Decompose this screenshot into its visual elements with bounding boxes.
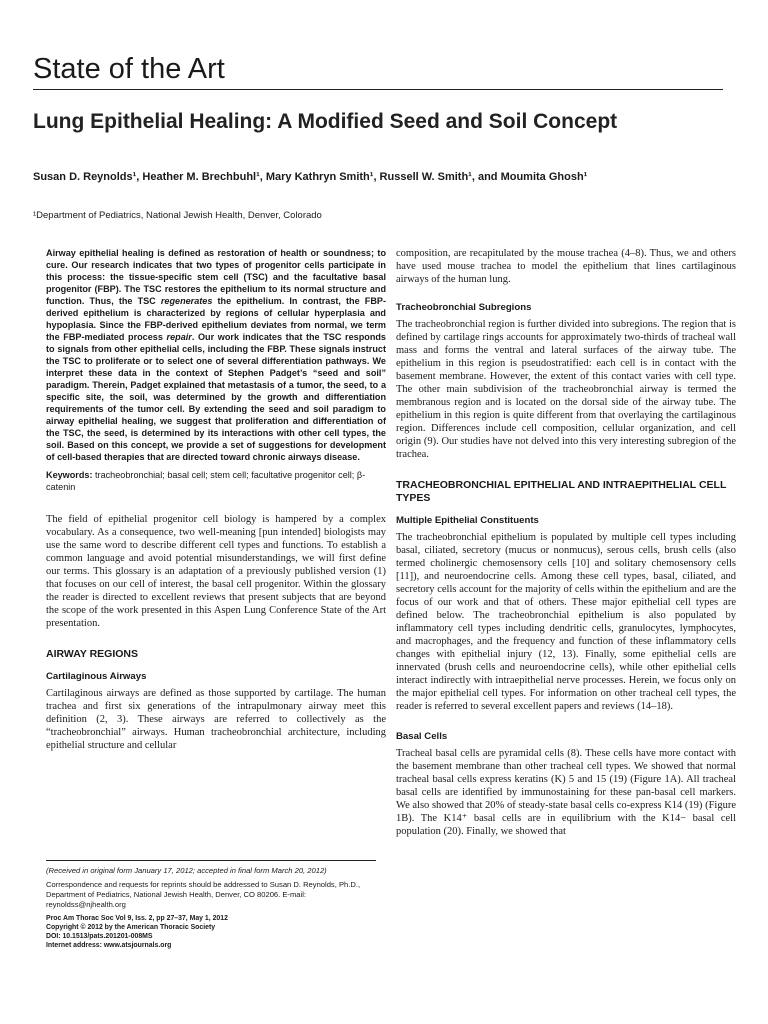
left-column xyxy=(46,247,386,752)
keywords: Keywords: tracheobronchial; basal cell; stem cell; facultative progenitor cell; β-catenin xyxy=(46,470,366,492)
article-title: Lung Epithelial Healing: A Modified Seed and Soil Concept xyxy=(33,110,618,133)
heading-cell-types: TRACHEOBRONCHIAL EPITHELIAL AND INTRAEPITHELIAL CELL TYPES xyxy=(396,479,727,504)
abstract: Airway epithelial healing is defined as restoration of health or soundness; to cure. Our research indicates that two types of progenitor cells participate in this process: the tissue-specific stem cell (TSC) and the facultative basal progenitor (FBP). The TSC restores the epithelium to its normal structure and function. Thus, the TSC regenerates the epithelium. In contrast, the FBP-derived epithelium is characterized by regions of cellular hyperplasia and hypoplasia. Since the FBP-derived epithelium deviates from normal, we term the FBP-mediated process repair. Our work indicates that the TSC responds to signals from other epithelial cells, including the FBP. These signals instruct the TSC to proliferate or to select one of several differentiation pathways. We interpret these data in the context of Stephen Padget’s “seed and soil” paradigm. Therein, Padget explained that metastasis of a tumor, the seed, to a specific site, the soil, was determined by the growth and differentiation requirements of the tumor cell. By extending the seed and soil paradigm to airway epithelial healing, we suggest that proliferation and differentiation of the TSC, the seed, is determined by its interactions with other cell types, the soil. Based on this concept, we provide a set of suggestions for development of cell-based therapies that are directed toward chronic airways disease. xyxy=(46,248,386,462)
heading-cartilaginous-airways: Cartilaginous Airways xyxy=(46,671,147,682)
doi: DOI: 10.1513/pats.201201-008MS xyxy=(46,933,153,940)
correspondence: Correspondence and requests for reprints should be addressed to Susan D. Reynolds, Ph.D., Department of Pediatrics, National Jewish Health, Denver, CO 80206. E-mail: reynoldss@njhealth.org xyxy=(46,880,361,909)
right-column xyxy=(396,247,736,838)
heading-basal-cells: Basal Cells xyxy=(396,731,448,742)
abstract-emphasis: regenerates xyxy=(160,296,213,306)
heading-airway-regions: AIRWAY REGIONS xyxy=(46,648,138,660)
paragraph: The tracheobronchial region is further divided into subregions. The region that is defined by cartilage rings accounts for approximately two-thirds of tracheal wall mass and forms the ventral and lateral surfaces of the airway tube. The epithelium in this region is pseudostratified: each cell is in contact with the basement membrane. However, the extent of this contact varies with cell type. The other main subdivision of the tracheobronchial airway is termed the membranous region and is located on the dorsal side of the airway tube. The epithelium in this region is quite different from that overlaying the cartilaginous region. Differences include cell composition, cellular organization, and cell origin (9). Our studies have not delved into this very interesting subregion of the trachea. xyxy=(396,319,736,460)
abstract-emphasis: repair xyxy=(166,332,192,342)
paragraph: composition, are recapitulated by the mouse trachea (4–8). Thus, we and others have used mouse trachea to model the epithelium that lines cartilaginous airways of the human lung. xyxy=(396,248,736,285)
journal-citation: Proc Am Thorac Soc Vol 9, Iss. 2, pp 27–37, May 1, 2012 xyxy=(46,915,228,922)
internet-address: Internet address: www.atsjournals.org xyxy=(46,942,172,949)
article-footer xyxy=(46,860,376,950)
cartilaginous-paragraph: Cartilaginous airways are defined as those supported by cartilage. The human trachea and first six generations of the intrapulmonary airway meet this definition (2, 3). These airways are referred to collectively as the “tracheobronchial” airways. Human tracheobronchial architecture, including epithelial structure and cellular xyxy=(46,688,386,751)
received-dates: (Received in original form January 17, 2012; accepted in final form March 20, 2012) xyxy=(46,866,327,875)
paragraph: Tracheal basal cells are pyramidal cells (8). These cells have more contact with the basement membrane than other tracheal cell types. We showed that normal tracheal basal cells express keratins (K) 5 and 15 (19) (Figure 1A). All tracheal basal cells are identified by immunostaining for these pan-basal cell markers. We also showed that 20% of steady-state basal cells co-express K14 (19) (Figure 1B). The K14⁺ basal cells are in equilibrium with the K14− basal cell population (20). Finally, we showed that xyxy=(396,748,736,837)
author-list: Susan D. Reynolds¹, Heather M. Brechbuhl¹, Mary Kathryn Smith¹, Russell W. Smith¹, and Moumita Ghosh¹ xyxy=(33,171,588,183)
paragraph: The tracheobronchial epithelium is populated by multiple cell types including basal, ciliated, secretory (mucus or nonmucus), serous cells, brush cells (also termed cholinergic chemosensory cells [10] and solitary chemosensory cells [11]), and neuroendocrine cells. Among these cell types, basal, ciliated, and secretory cells account for the majority of cells within the epithelium and are the focus of our work and that of others. These major epithelial cell types are defined below. The tracheobronchial epithelium is also populated by inflammatory cell types including dendritic cells, granulocytes, lymphocytes, and macrophages, and the frequency and function of these inflammatory cells changes with epithelial injury (12, 13). Finally, some epithelial cells are innervated (brush cells and neuroendocrine cells), while other epithelial cells interact indirectly with intraepithelial nerve processes. Herein, we focus only on the major epithelial cell types. For information on other tracheal cell types, the reader is referred to several excellent papers and reviews (14–18). xyxy=(396,532,736,712)
intro-paragraph: The field of epithelial progenitor cell biology is hampered by a complex vocabulary. As a consequence, two well-meaning [pun intended] biologists may use the same word to describe different cell types and functions. To establish a common language and avoid potential misunderstandings, we will first define our terms. This glossary is an adaptation of a previously published version (1) that focuses on our cell of interest, the basal cell progenitor. Within the glossary the reader is directed to excellent reviews that present subjects that are beyond the scope of the work presented in this Aspen Lung Conference State of the Art presentation. xyxy=(46,514,386,629)
affiliation: ¹Department of Pediatrics, National Jewish Health, Denver, Colorado xyxy=(33,210,322,221)
heading-multiple-constituents: Multiple Epithelial Constituents xyxy=(396,515,539,526)
section-header: State of the Art xyxy=(33,52,723,90)
copyright: Copyright © 2012 by the American Thoracic Society xyxy=(46,924,216,931)
heading-subregions: Tracheobronchial Subregions xyxy=(396,302,532,313)
